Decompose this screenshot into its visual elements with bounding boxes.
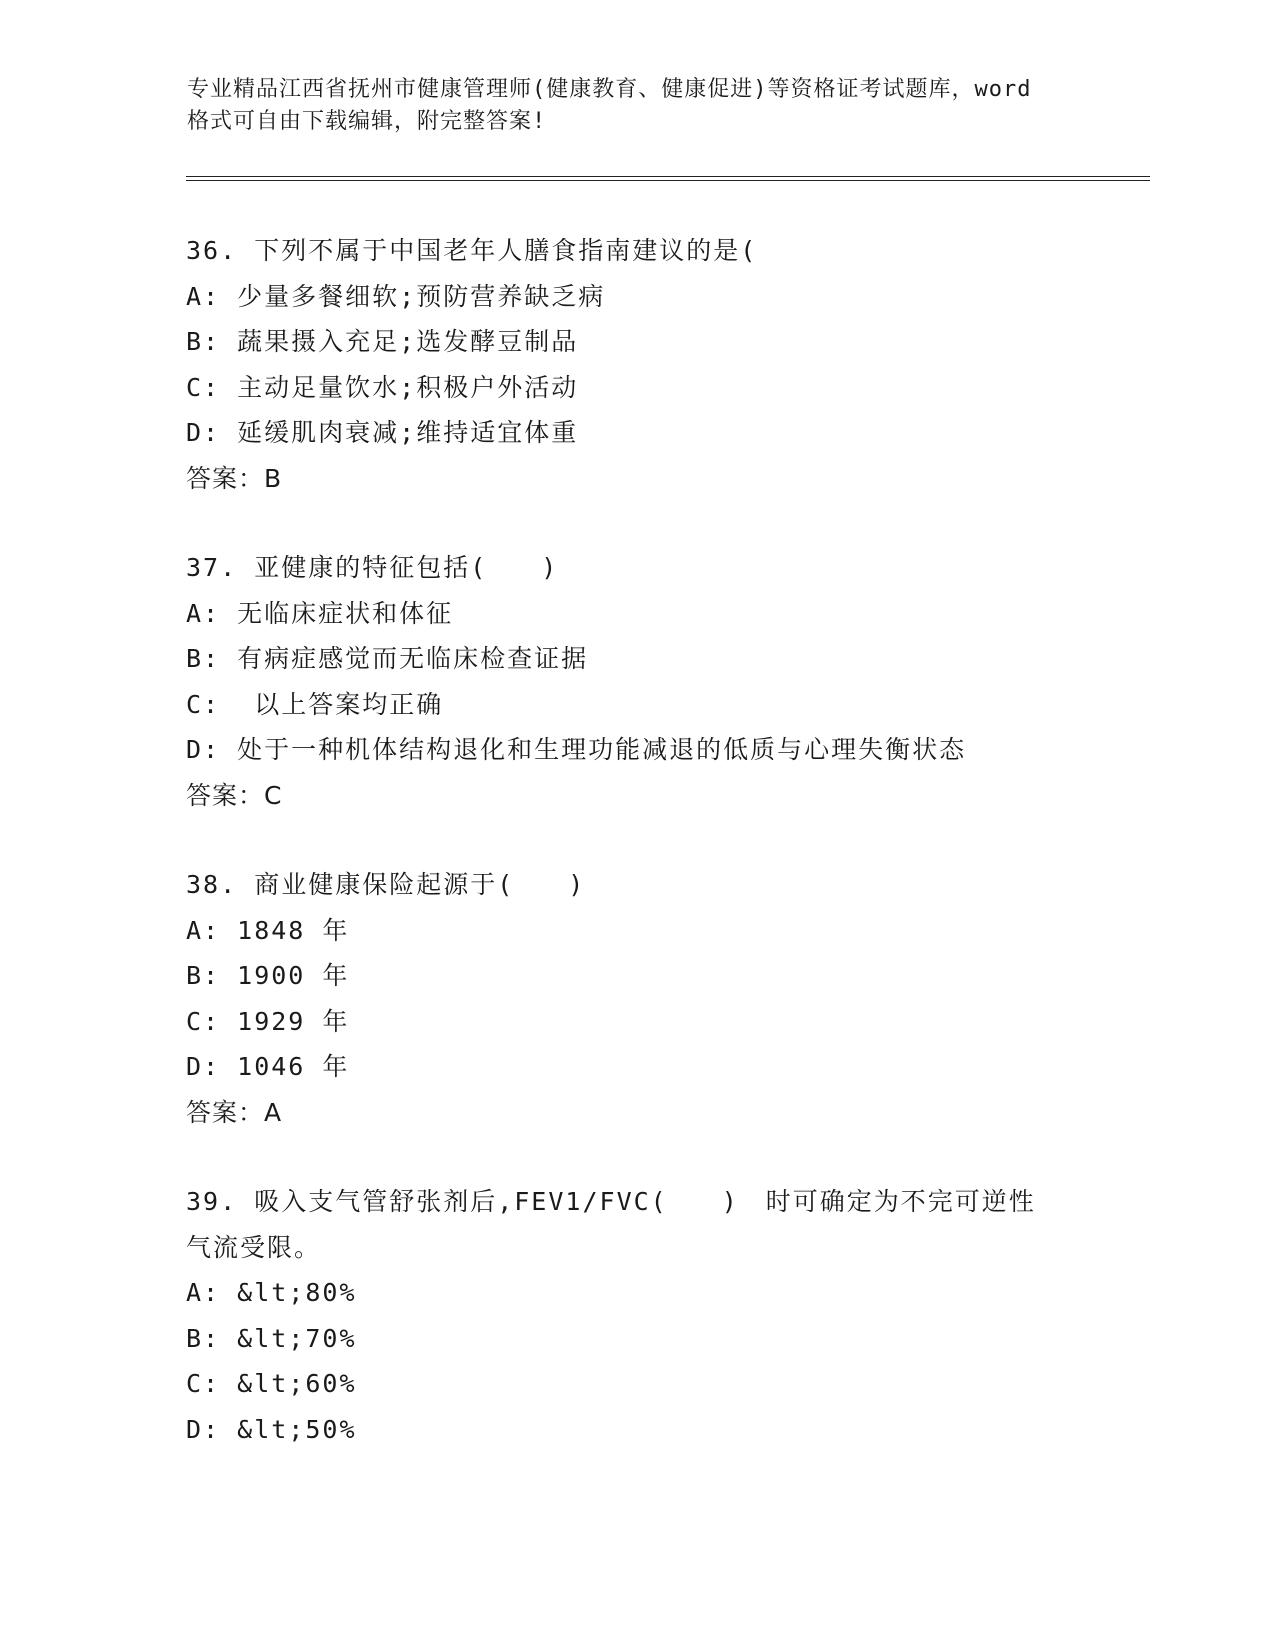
option-c: C: 1929 年 <box>186 1006 350 1036</box>
option-b: B: &lt;70% <box>186 1323 357 1353</box>
option-d: D: 1046 年 <box>186 1052 350 1081</box>
answer-line: 答案：A <box>186 1097 283 1127</box>
question-39 <box>186 1179 1106 1452</box>
option-c: C: 以上答案均正确 <box>186 689 444 719</box>
option-a: A: &lt;80% <box>186 1278 357 1307</box>
option-a: A: 少量多餐细软;预防营养缺乏病 <box>186 281 606 311</box>
option-c: C: &lt;60% <box>186 1369 357 1398</box>
header-divider <box>186 176 1150 181</box>
header-line-2: 格式可自由下载编辑，附完整答案! <box>187 109 547 134</box>
document-header <box>187 74 1107 138</box>
answer-line: 答案：C <box>186 780 283 810</box>
question-37 <box>186 545 1106 818</box>
question-stem: 37. 亚健康的特征包括( ) <box>186 553 559 582</box>
question-38 <box>186 862 1106 1135</box>
option-a: A: 1848 年 <box>186 915 350 945</box>
option-d: D: 延缓肌肉衰减;维持适宜体重 <box>186 418 579 447</box>
option-d: D: 处于一种机体结构退化和生理功能减退的低质与心理失衡状态 <box>186 735 967 764</box>
option-b: B: 有病症感觉而无临床检查证据 <box>186 644 589 673</box>
question-stem: 38. 商业健康保险起源于( ) <box>186 870 586 899</box>
option-c: C: 主动足量饮水;积极户外活动 <box>186 372 579 402</box>
header-line-1: 专业精品江西省抚州市健康管理师(健康教育、健康促进)等资格证考试题库，word <box>187 77 1032 102</box>
option-a: A: 无临床症状和体征 <box>186 598 454 628</box>
question-36 <box>186 228 1106 501</box>
option-b: B: 蔬果摄入充足;选发酵豆制品 <box>186 327 579 356</box>
answer-line: 答案：B <box>186 463 283 493</box>
question-stem: 39. 吸入支气管舒张剂后,FEV1/FVC( ) 时可确定为不完可逆性气流受限。 <box>186 1187 1036 1262</box>
option-d: D: &lt;50% <box>186 1414 357 1444</box>
option-b: B: 1900 年 <box>186 961 350 990</box>
question-stem: 36. 下列不属于中国老年人膳食指南建议的是( <box>186 236 758 265</box>
